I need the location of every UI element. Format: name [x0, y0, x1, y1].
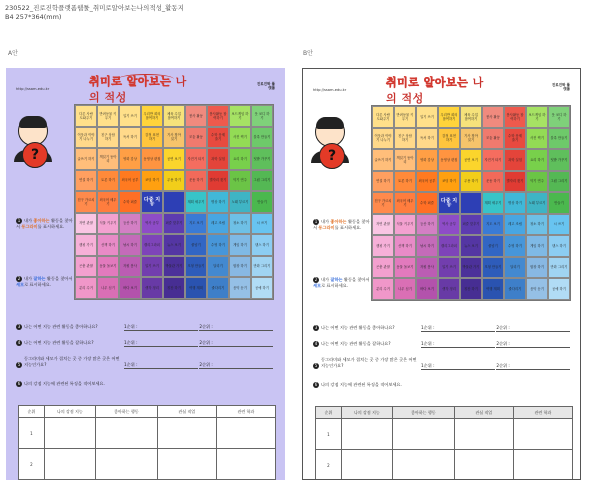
- th-rank: 순위: [316, 407, 342, 419]
- activity-cell[interactable]: 외국어 배우기: [394, 192, 416, 214]
- title-part2: 나의 적성: [89, 75, 187, 104]
- answer-cell[interactable]: [44, 449, 95, 480]
- activity-cell[interactable]: 산책 하기: [97, 234, 119, 256]
- activity-cell[interactable]: 노래 부르기: [229, 191, 251, 213]
- activity-cell[interactable]: 외국어 공부: [416, 171, 438, 193]
- activity-cell[interactable]: 나무 심기: [394, 278, 416, 300]
- activity-cell[interactable]: 텃밭 가꾸기: [548, 149, 570, 171]
- activity-cell[interactable]: 영화 감상: [416, 149, 438, 171]
- activity-cell[interactable]: 캘리그라피: [141, 234, 163, 256]
- activity-cell[interactable]: [163, 191, 185, 213]
- activity-cell[interactable]: 다중 지능: [141, 191, 163, 213]
- rank2-field[interactable]: 2순위 :: [496, 325, 570, 332]
- activity-cell[interactable]: 다른 사람 도와주기: [75, 105, 97, 127]
- activity-cell[interactable]: 일기 쓰기: [438, 257, 460, 279]
- question-mark-icon: ?: [22, 142, 48, 168]
- activity-cell[interactable]: 별자리 찾기: [207, 170, 229, 192]
- activity-cell[interactable]: 보드게임 하기: [229, 105, 251, 127]
- activity-cell[interactable]: 무용 하기: [163, 170, 185, 192]
- activity-cell[interactable]: 시 쓰기: [251, 213, 273, 235]
- activity-cell[interactable]: 모형 만들기: [482, 257, 504, 279]
- activity-cell[interactable]: 감정 표현 하기: [438, 128, 460, 150]
- activity-cell[interactable]: 식물 키우기: [394, 214, 416, 236]
- rank1-field[interactable]: 1순위 :: [421, 363, 495, 370]
- activity-cell[interactable]: 자원 봉사: [119, 256, 141, 278]
- activity-cell[interactable]: 역사 공부: [438, 214, 460, 236]
- title-part2: 나의 적성: [386, 76, 484, 105]
- activity-cell[interactable]: 만들기: [251, 191, 273, 213]
- activity-cell[interactable]: 연설 하기: [372, 171, 394, 193]
- activity-cell[interactable]: 줄다리기: [504, 278, 526, 300]
- activity-cell[interactable]: 체육 수업 참여하기: [460, 106, 482, 128]
- activity-cell[interactable]: 옷 코디 하기: [548, 106, 570, 128]
- answer-cell[interactable]: [157, 418, 216, 449]
- activity-cell[interactable]: 계획 세우기: [185, 191, 207, 213]
- answer-cell[interactable]: [44, 418, 95, 449]
- rank2-field[interactable]: 2순위 :: [199, 324, 273, 331]
- question-5: 5동그라미와 세모가 겹치는 곳 중 가장 많은 곳은 어떤 지능인가요? 1순위 : 2순위 :: [16, 356, 278, 369]
- activity-cell[interactable]: 퍼즐 맞추기: [460, 214, 482, 236]
- activity-cell[interactable]: 게임 하기: [526, 235, 548, 257]
- activity-cell[interactable]: 보드게임 하기: [526, 106, 548, 128]
- activity-cell[interactable]: 봉사활동 참여하기: [504, 106, 526, 128]
- title-part1: 취미로 알아보는: [386, 76, 469, 89]
- activity-cell[interactable]: 캘리그라피: [438, 235, 460, 257]
- th-jobs: 관심 직업: [454, 407, 513, 419]
- activity-cell[interactable]: 그림 그리기: [251, 170, 273, 192]
- doc-title: 230522_진로진학플랫폼웹툴_취미로알아보는나의적성_활동지: [5, 4, 184, 12]
- activity-cell[interactable]: 여행 계획: [482, 278, 504, 300]
- activity-cell[interactable]: 영화 감상: [119, 148, 141, 170]
- activity-cell[interactable]: 곤충 관찰: [75, 256, 97, 278]
- activity-cell[interactable]: 퍼즐 맞추기: [163, 213, 185, 235]
- th-jobs: 관심 직업: [157, 406, 216, 418]
- activity-cell[interactable]: 텃밭 가꾸기: [251, 148, 273, 170]
- th-majors: 관련 학과: [216, 406, 275, 418]
- activity-cell[interactable]: 만들기: [548, 192, 570, 214]
- activity-cell[interactable]: 자전거 타기: [185, 148, 207, 170]
- activity-cell[interactable]: 식물 키우기: [97, 213, 119, 235]
- activity-cell[interactable]: 생각 정리: [141, 277, 163, 299]
- table-row: [316, 419, 573, 450]
- question-4: 4 나는 어떤 지능 관련 활동을 잘하나요? 1순위 : 2순위 :: [313, 341, 575, 348]
- activity-cell[interactable]: 합창 하기: [526, 257, 548, 279]
- activity-cell[interactable]: 과학 실험: [207, 148, 229, 170]
- variant-b-label: B안: [303, 50, 313, 57]
- activity-cell[interactable]: 외국어 배우기: [97, 191, 119, 213]
- activity-cell[interactable]: 댄스 하기: [548, 235, 570, 257]
- activity-cell[interactable]: 코딩 하기: [141, 170, 163, 192]
- activity-cell[interactable]: 연설 하기: [75, 170, 97, 192]
- answer-cell[interactable]: [96, 449, 158, 480]
- activity-cell[interactable]: 역사 공부: [141, 213, 163, 235]
- activity-cell[interactable]: 지도 보기: [482, 214, 504, 236]
- activity-cell[interactable]: 만화 그리기: [251, 256, 273, 278]
- activity-cell[interactable]: 생각 정리: [438, 278, 460, 300]
- activity-cell[interactable]: 반려동물 키우기: [97, 105, 119, 127]
- instruction-like: 1 내가 좋아하는 활동을 찾아서 동그라미를 표시하세요.: [313, 219, 370, 230]
- answer-cell[interactable]: [454, 450, 513, 481]
- question-6: 6 나의 강점 지능에 관련된 특징을 적어보세요.: [17, 381, 105, 386]
- activity-cell[interactable]: 공연 보기: [163, 148, 185, 170]
- activity-cell[interactable]: 자연 관찰: [372, 214, 394, 236]
- activity-cell[interactable]: 악기 연주: [229, 170, 251, 192]
- activity-cell[interactable]: 과학 실험: [504, 149, 526, 171]
- activity-cell[interactable]: 요리 하기: [229, 148, 251, 170]
- rank1-field[interactable]: 1순위 :: [124, 340, 198, 347]
- activity-cell[interactable]: 글쓰기 하기: [372, 149, 394, 171]
- activity-cell[interactable]: 박물관 가기: [460, 257, 482, 279]
- instruction-good-at: 2 내가 잘하는 활동을 찾아서 세모로 표시하세요.: [16, 276, 73, 287]
- activity-cell[interactable]: 바다 보기: [416, 278, 438, 300]
- table-row: [19, 418, 276, 449]
- activity-cell[interactable]: 반려동물 키우기: [394, 106, 416, 128]
- activity-cell[interactable]: 계획 세우기: [482, 192, 504, 214]
- activity-cell[interactable]: 책읽기 동아리: [97, 148, 119, 170]
- th-majors: 관련 학과: [513, 407, 572, 419]
- platform-logo: 진로진학 플랫폼: [256, 82, 275, 90]
- activity-cell[interactable]: 지도 보기: [185, 213, 207, 235]
- activity-cell[interactable]: 친구 상담 하기: [97, 127, 119, 149]
- activity-cell[interactable]: 친구 상담 하기: [394, 128, 416, 150]
- answer-cell[interactable]: [393, 419, 455, 450]
- activity-cell[interactable]: 일기 쓰기: [416, 106, 438, 128]
- activity-cell[interactable]: 체육 수업 참여하기: [163, 105, 185, 127]
- worksheet-b: [302, 68, 581, 480]
- worksheet-title: [89, 75, 197, 104]
- activity-cell[interactable]: 모둠 활동: [185, 127, 207, 149]
- activity-cell[interactable]: 이웃과 이야기 나누기: [75, 127, 97, 149]
- activity-cell[interactable]: 댄스 하기: [251, 234, 273, 256]
- activity-cell[interactable]: 청소 하기: [526, 214, 548, 236]
- activity-cell[interactable]: 곤충 관찰: [372, 257, 394, 279]
- platform-logo: 진로진학 플랫폼: [551, 83, 570, 91]
- activity-cell[interactable]: 토론 하기: [394, 171, 416, 193]
- activity-cell[interactable]: 무용 하기: [460, 171, 482, 193]
- activity-cell[interactable]: 노래 부르기: [526, 192, 548, 214]
- activity-cell[interactable]: 봉사활동 참여하기: [207, 105, 229, 127]
- instruction-good-at: 2 내가 잘하는 활동을 찾아서 세모로 표시하세요.: [313, 277, 370, 288]
- activity-cell[interactable]: 운동 하기: [482, 171, 504, 193]
- activity-cell[interactable]: 토론 하기: [97, 170, 119, 192]
- activity-cell[interactable]: 줄넘기: [482, 235, 504, 257]
- activity-cell[interactable]: 바다 보기: [119, 277, 141, 299]
- activity-cell[interactable]: 자전거 타기: [482, 149, 504, 171]
- rank2-field[interactable]: 2순위 :: [199, 340, 273, 347]
- th-strength: 나의 강점 지능: [44, 406, 95, 418]
- activity-cell[interactable]: [460, 192, 482, 214]
- activity-cell[interactable]: 달리기: [207, 256, 229, 278]
- row-rank: 2: [19, 449, 45, 480]
- activity-cell[interactable]: 칭찬 하기: [163, 277, 185, 299]
- answer-cell[interactable]: [341, 419, 392, 450]
- title-part1: 취미로 알아보는: [89, 75, 172, 88]
- activity-cell[interactable]: 여행 계획: [185, 277, 207, 299]
- site-url[interactable]: http://ssam-edu.kr: [16, 87, 50, 91]
- answer-table: [315, 406, 573, 480]
- instruction-like: 1 내가 좋아하는 활동을 찾아서 동그라미를 표시하세요.: [16, 218, 73, 229]
- activity-cell[interactable]: 등산 하기: [416, 214, 438, 236]
- question-mark-icon: ?: [319, 143, 345, 169]
- activity-cell[interactable]: 그림 그리기: [548, 171, 570, 193]
- activity-cell[interactable]: 친구 가르치기: [372, 192, 394, 214]
- activity-cell[interactable]: 운동 하기: [185, 170, 207, 192]
- row-rank: 1: [19, 418, 45, 449]
- variant-a-label: A안: [8, 50, 18, 57]
- activity-cell[interactable]: 동물 돌보기: [394, 257, 416, 279]
- answer-cell[interactable]: [513, 419, 572, 450]
- table-row: [19, 449, 276, 480]
- activity-cell[interactable]: 달리기: [504, 257, 526, 279]
- worksheet-a: [6, 68, 285, 480]
- activity-cell[interactable]: 일기 쓰기: [141, 256, 163, 278]
- answer-cell[interactable]: [157, 449, 216, 480]
- activity-cell[interactable]: 친구 가르치기: [75, 191, 97, 213]
- table-row: [316, 450, 573, 481]
- activity-cell[interactable]: 공예 하기: [251, 277, 273, 299]
- rank1-field[interactable]: 1순위 :: [421, 341, 495, 348]
- answer-cell[interactable]: [341, 450, 392, 481]
- question-5: 5동그라미와 세모가 겹치는 곳 중 가장 많은 곳은 어떤 지능인가요? 1순위 : 2순위 :: [313, 357, 575, 370]
- activity-cell[interactable]: 분리 수거: [372, 278, 394, 300]
- activity-cell[interactable]: 글쓰기 하기: [75, 148, 97, 170]
- activity-cell[interactable]: 동영상 편집: [438, 149, 460, 171]
- activity-cell[interactable]: 캠핑 가기: [372, 235, 394, 257]
- th-likes: 좋아하는 행동: [393, 407, 455, 419]
- activity-cell[interactable]: 수학 퍼즐: [119, 191, 141, 213]
- th-rank: 순위: [19, 406, 45, 418]
- doc-size: B4 257*364(mm): [5, 13, 62, 21]
- activity-cell[interactable]: 별자리 찾기: [504, 171, 526, 193]
- rank2-field[interactable]: 2순위 :: [496, 363, 570, 370]
- activity-cell[interactable]: 자연 관찰: [75, 213, 97, 235]
- activity-cell[interactable]: 나무 심기: [97, 277, 119, 299]
- answer-cell[interactable]: [216, 418, 275, 449]
- site-url[interactable]: http://ssam-edu.kr: [313, 88, 347, 92]
- activity-cell[interactable]: 감정 표현 하기: [141, 127, 163, 149]
- activity-cell[interactable]: 옷 코디 하기: [251, 105, 273, 127]
- question-4: 4 나는 어떤 지능 관련 활동을 잘하나요? 1순위 : 2순위 :: [16, 340, 278, 347]
- activity-cell[interactable]: 공연 보기: [460, 149, 482, 171]
- answer-cell[interactable]: [454, 419, 513, 450]
- rank2-field[interactable]: 2순위 :: [496, 341, 570, 348]
- activity-cell[interactable]: 코딩 하기: [438, 171, 460, 193]
- activity-cell[interactable]: 모형 만들기: [185, 256, 207, 278]
- answer-cell[interactable]: [216, 449, 275, 480]
- activity-cell[interactable]: 만화 그리기: [548, 257, 570, 279]
- answer-cell[interactable]: [393, 450, 455, 481]
- row-rank: 2: [316, 450, 342, 481]
- activity-cell[interactable]: 기사 찾아 읽기: [163, 127, 185, 149]
- rank1-field[interactable]: 1순위 :: [124, 324, 198, 331]
- activity-cell[interactable]: 일기 쓰기: [119, 105, 141, 127]
- rank1-field[interactable]: 1순위 :: [124, 362, 198, 369]
- activity-cell[interactable]: 외국어 공부: [119, 170, 141, 192]
- activity-cell[interactable]: 독서 하기: [119, 127, 141, 149]
- activity-cell[interactable]: 수영 하기: [504, 235, 526, 257]
- activity-cell[interactable]: 독서 하기: [416, 128, 438, 150]
- activity-cell[interactable]: 다중 지능: [438, 192, 460, 214]
- answer-cell[interactable]: [513, 450, 572, 481]
- answer-cell[interactable]: [96, 418, 158, 449]
- question-6: 6 나의 강점 지능에 관련된 특징을 적어보세요.: [314, 382, 402, 387]
- row-rank: 1: [316, 419, 342, 450]
- activity-cell[interactable]: 뉴스 보기: [460, 235, 482, 257]
- worksheet-title: [386, 76, 494, 105]
- activity-cell[interactable]: 음악 듣기: [526, 278, 548, 300]
- activity-cell[interactable]: 명상 하기: [207, 191, 229, 213]
- activity-cell[interactable]: 분리 수거: [75, 277, 97, 299]
- question-3: 3 나는 어떤 지능 관련 활동을 좋아하나요? 1순위 : 2순위 :: [313, 325, 575, 332]
- rank2-field[interactable]: 2순위 :: [199, 362, 273, 369]
- activity-cell[interactable]: 음악 듣기: [229, 277, 251, 299]
- activity-cell[interactable]: 블록 만들기: [251, 127, 273, 149]
- activity-cell[interactable]: 산책 하기: [394, 235, 416, 257]
- activity-cell[interactable]: 모둠 활동: [482, 128, 504, 150]
- activity-cell[interactable]: 동물 돌보기: [97, 256, 119, 278]
- activity-cell[interactable]: 줄다리기: [207, 277, 229, 299]
- activity-cell[interactable]: 우리반 회의 참여하기: [141, 105, 163, 127]
- answer-table: [18, 405, 276, 480]
- activity-cell[interactable]: 다른 사람 도와주기: [372, 106, 394, 128]
- activity-cell[interactable]: 수학 문제 풀기: [207, 127, 229, 149]
- activity-cell[interactable]: 사진 찍기: [526, 128, 548, 150]
- activity-cell[interactable]: 책읽기 동아리: [394, 149, 416, 171]
- activity-cell[interactable]: 레고 조립: [207, 213, 229, 235]
- activity-cell[interactable]: 명상 하기: [504, 192, 526, 214]
- activity-cell[interactable]: 봉사 활동: [185, 105, 207, 127]
- activity-cell[interactable]: 동영상 편집: [141, 148, 163, 170]
- activity-cell[interactable]: 합창 하기: [229, 256, 251, 278]
- activity-cell[interactable]: 수영 하기: [207, 234, 229, 256]
- activity-cell[interactable]: 수학 퍼즐: [416, 192, 438, 214]
- th-likes: 좋아하는 행동: [96, 406, 158, 418]
- activity-cell[interactable]: 사진 찍기: [229, 127, 251, 149]
- activity-cell[interactable]: 시 쓰기: [548, 214, 570, 236]
- activity-cell[interactable]: 캠핑 가기: [75, 234, 97, 256]
- activity-cell[interactable]: 악기 연주: [526, 171, 548, 193]
- activity-grid: [74, 104, 274, 300]
- activity-cell[interactable]: 자원 봉사: [416, 257, 438, 279]
- question-3: 3 나는 어떤 지능 관련 활동을 좋아하나요? 1순위 : 2순위 :: [16, 324, 278, 331]
- activity-cell[interactable]: 이웃과 이야기 나누기: [372, 128, 394, 150]
- activity-cell[interactable]: 레고 조립: [504, 214, 526, 236]
- activity-grid: [371, 105, 571, 301]
- activity-cell[interactable]: 봉사 활동: [482, 106, 504, 128]
- rank1-field[interactable]: 1순위 :: [421, 325, 495, 332]
- activity-cell[interactable]: 뉴스 보기: [163, 234, 185, 256]
- activity-cell[interactable]: 줄넘기: [185, 234, 207, 256]
- activity-cell[interactable]: 낚시 하기: [119, 234, 141, 256]
- activity-cell[interactable]: 청소 하기: [229, 213, 251, 235]
- doc-header: [5, 4, 184, 22]
- activity-cell[interactable]: 게임 하기: [229, 234, 251, 256]
- activity-cell[interactable]: 우리반 회의 참여하기: [438, 106, 460, 128]
- activity-cell[interactable]: 공예 하기: [548, 278, 570, 300]
- activity-cell[interactable]: 박물관 가기: [163, 256, 185, 278]
- activity-cell[interactable]: 칭찬 하기: [460, 278, 482, 300]
- activity-cell[interactable]: 기사 찾아 읽기: [460, 128, 482, 150]
- activity-cell[interactable]: 낚시 하기: [416, 235, 438, 257]
- activity-cell[interactable]: 등산 하기: [119, 213, 141, 235]
- th-strength: 나의 강점 지능: [341, 407, 392, 419]
- activity-cell[interactable]: 블록 만들기: [548, 128, 570, 150]
- activity-cell[interactable]: 수학 문제 풀기: [504, 128, 526, 150]
- activity-cell[interactable]: 요리 하기: [526, 149, 548, 171]
